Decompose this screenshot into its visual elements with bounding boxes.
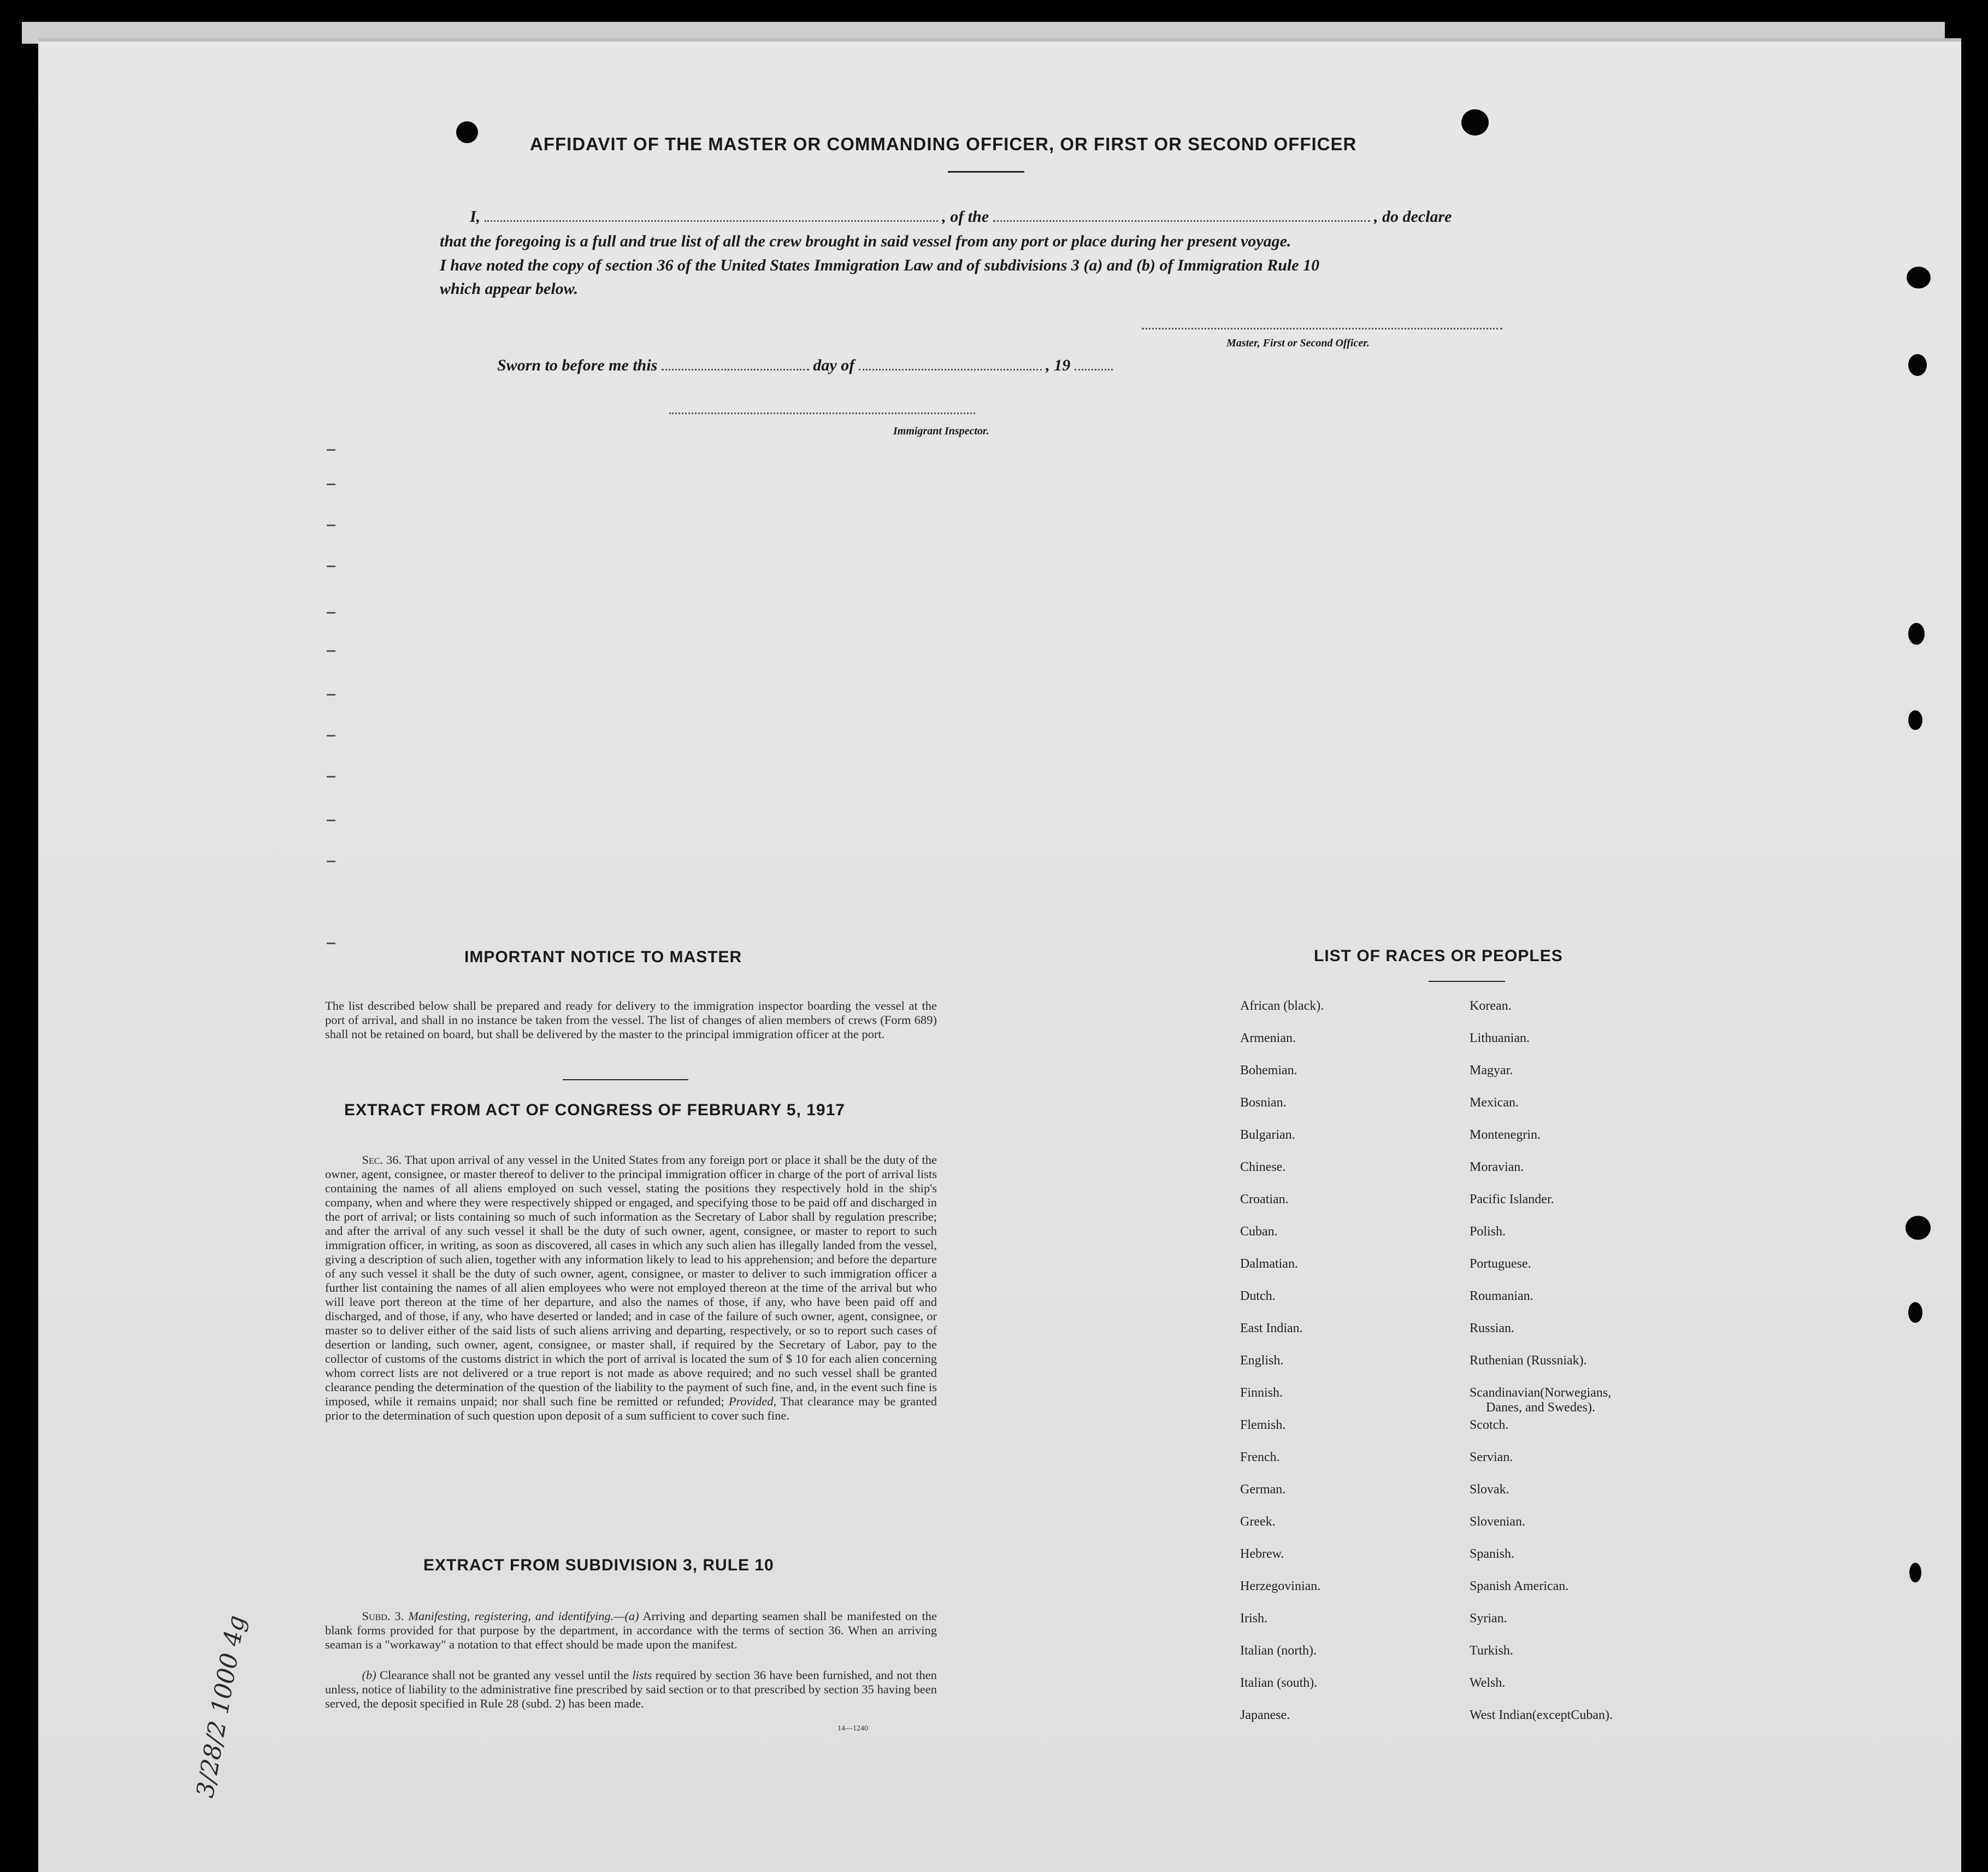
race-item: Flemish. xyxy=(1240,1418,1286,1432)
punch-hole xyxy=(1908,710,1922,730)
race-item: Scotch. xyxy=(1470,1418,1509,1432)
race-item: Bulgarian. xyxy=(1240,1128,1295,1142)
margin-dash xyxy=(327,449,335,451)
sec-label: Sec. 36. xyxy=(362,1153,402,1167)
extract-act-text xyxy=(325,1153,937,1423)
punch-hole xyxy=(1908,1302,1922,1323)
race-item: Polish. xyxy=(1470,1225,1506,1239)
handwritten-note: 3/28/2 1000 4g xyxy=(191,1613,251,1800)
inspector-caption: Immigrant Inspector. xyxy=(893,425,989,437)
sworn-year-prefix: , 19 xyxy=(1046,356,1071,374)
race-item: Spanish American. xyxy=(1470,1579,1569,1593)
para-b-label: (b) xyxy=(362,1668,376,1682)
race-item: Slovak. xyxy=(1470,1482,1509,1497)
declaration-line-4: which appear below. xyxy=(440,280,579,298)
para-a-text: Arriving and departing seamen shall be manifested on the blank forms provided for that purpose by the department, in accordance with the terms of section 36. When an arriving seaman is a "workaway" a notation to that effect should be made upon the manifest. xyxy=(325,1609,937,1651)
declaration-of-the: , of the xyxy=(942,208,989,226)
margin-dash xyxy=(327,694,335,696)
race-item: Roumanian. xyxy=(1470,1289,1533,1303)
sworn-year-field[interactable] xyxy=(1075,369,1113,370)
declaration-line-2: that the foregoing is a full and true list of all the crew brought in said vessel from any port or place during her present voyage. xyxy=(440,232,1291,250)
race-item: Portuguese. xyxy=(1470,1257,1531,1271)
races-underline xyxy=(1429,981,1505,982)
margin-dash xyxy=(327,776,335,778)
race-item: Italian (north). xyxy=(1240,1644,1317,1658)
affidavit-title: AFFIDAVIT OF THE MASTER OR COMMANDING OFFICER, OR FIRST OR SECOND OFFICER xyxy=(530,134,1357,154)
race-item: Pacific Islander. xyxy=(1470,1192,1554,1206)
provided-text: That clearance may be granted prior to the determination of such question upon deposit of a sum sufficient to cover such fine. xyxy=(325,1394,937,1422)
notice-title: IMPORTANT NOTICE TO MASTER xyxy=(464,948,742,966)
name-field[interactable] xyxy=(485,220,938,222)
race-item: Bohemian. xyxy=(1240,1063,1297,1078)
extract-act-title: EXTRACT FROM ACT OF CONGRESS OF FEBRUARY 5, 1917 xyxy=(344,1101,845,1119)
punch-hole xyxy=(1909,1563,1921,1582)
signature-field[interactable] xyxy=(1142,328,1502,329)
sworn-day-field[interactable] xyxy=(662,369,809,370)
form-number: 14—1240 xyxy=(837,1724,868,1733)
race-item: Scandinavian(Norwegians, xyxy=(1470,1386,1612,1400)
race-item: Spanish. xyxy=(1470,1547,1515,1561)
race-item: Italian (south). xyxy=(1240,1676,1318,1690)
extract-rule-title: EXTRACT FROM SUBDIVISION 3, RULE 10 xyxy=(423,1556,774,1574)
sec-body: That upon arrival of any vessel in the United States from any foreign port or place it shall be the duty of the owner, agent, consignee, or master thereof to deliver to the principal immigration officer in charge of the port of arrival lists containing the names of all aliens employed on such vessel, stating the positions they respectively hold in the ship's company, when and where they were respectively shipped or engaged, and specifying those to be paid off and discharged in the port of arrival; or lists containing so much of such information as the Secretary of Labor shall by regulation prescribe; and after the arrival of any such vessel it shall be the duty of such owner, agent, consignee, or master to report to such immigration officer, in writing, as soon as discovered, all cases in which any such alien has illegally landed from the vessel, giving a description of such alien, together with any information likely to lead to his apprehension; and before the departure of any such vessel it shall be the duty of such owner, agent, consignee, or master to deliver to such immigration officer a further list containing the names of all alien employees who were not employed thereon at the time of the arrival but who will leave port thereon at the time of her departure, and also the names of those, if any, who have been paid off and discharged, and of those, if any, who have deserted or landed; and in case of the failure of such owner, agent, consignee, or master so to deliver either of the said lists of such aliens arriving and departing, respectively, or so to report such cases of desertion or landing, such owner, agent, consignee, or master shall, if required by the Secretary of Labor, pay to the collector of customs of the customs district in which the port of arrival is located the sum of $ 10 for each alien concerning whom correct lists are not delivered or a true report is not made as above required; and no such vessel shall be granted clearance pending the determination of the question of the liability to the payment of such fine, and, in the event such fine is imposed, while it remains unpaid; nor shall such fine be remitted or refunded; xyxy=(325,1153,937,1408)
race-item: Greek. xyxy=(1240,1515,1276,1529)
race-item: Cuban. xyxy=(1240,1225,1278,1239)
race-item: Herzegovinian. xyxy=(1240,1579,1321,1593)
subd-label: Subd. 3. xyxy=(362,1609,404,1623)
subd-heading: Manifesting, registering, and identifying.—(a) xyxy=(408,1609,639,1623)
race-item: Magyar. xyxy=(1470,1063,1513,1078)
margin-dash xyxy=(327,820,335,821)
race-item: African (black). xyxy=(1240,999,1324,1013)
race-item: Servian. xyxy=(1470,1450,1513,1464)
race-item: Croatian. xyxy=(1240,1192,1289,1206)
race-item: Montenegrin. xyxy=(1470,1128,1541,1142)
declaration-line-1 xyxy=(470,208,1508,226)
margin-dash xyxy=(327,612,335,614)
race-item: English. xyxy=(1240,1353,1284,1368)
race-item: Russian. xyxy=(1470,1321,1515,1335)
section-divider xyxy=(563,1079,688,1080)
signature-caption: Master, First or Second Officer. xyxy=(1226,337,1370,349)
extract-rule-para-a xyxy=(325,1609,937,1652)
margin-dash xyxy=(327,525,335,526)
margin-dash xyxy=(327,650,335,652)
race-item: Finnish. xyxy=(1240,1386,1283,1400)
race-item: Ruthenian (Russniak). xyxy=(1470,1353,1587,1368)
margin-dash xyxy=(327,943,335,944)
para-b-lists: lists xyxy=(632,1668,652,1682)
race-item: Chinese. xyxy=(1240,1160,1286,1174)
para-b-text-1: Clearance shall not be granted any vessel until the xyxy=(379,1668,629,1682)
margin-dash xyxy=(327,735,335,737)
race-item: Bosnian. xyxy=(1240,1096,1287,1110)
sworn-prefix: Sworn to before me this xyxy=(497,356,658,374)
race-item: Syrian. xyxy=(1470,1611,1507,1626)
punch-hole xyxy=(1461,109,1489,136)
punch-hole xyxy=(1906,1216,1931,1240)
race-item: Armenian. xyxy=(1240,1031,1296,1045)
extract-rule-para-b xyxy=(325,1668,937,1711)
notice-text: The list described below shall be prepared and ready for delivery to the immigration inspector boarding the vessel at the port of arrival, and shall in no instance be taken from the vessel. The list of changes of alien members of crews (Form 689) shall not be retained on board, but shall be delivered by the master to the principal immigration officer at the port. xyxy=(325,999,937,1041)
declaration-i: I, xyxy=(470,208,481,226)
punch-hole xyxy=(1907,267,1931,289)
declaration-do-declare: , do declare xyxy=(1374,208,1452,226)
race-item: Hebrew. xyxy=(1240,1547,1284,1561)
race-item: Lithuanian. xyxy=(1470,1031,1530,1045)
title-underline xyxy=(948,171,1024,173)
para-b-text-2: required by section 36 have been furnished, and not then unless, notice of liability to the administrative fine prescribed by said section or to that prescribed by section 35 having been served, the deposit specified in Rule 28 (subd. 2) has been made. xyxy=(325,1668,937,1710)
provided-label: Provided, xyxy=(728,1394,777,1408)
race-item: Moravian. xyxy=(1470,1160,1524,1174)
declaration-line-3: I have noted the copy of section 36 of the United States Immigration Law and of subdivisions 3 (a) and (b) of Immigration Rule 10 xyxy=(440,256,1320,274)
race-item: Dutch. xyxy=(1240,1289,1276,1303)
vessel-field[interactable] xyxy=(993,220,1370,222)
race-item-continuation: Danes, and Swedes). xyxy=(1486,1400,1595,1415)
race-item: Japanese. xyxy=(1240,1708,1290,1722)
race-item: East Indian. xyxy=(1240,1321,1303,1335)
race-item: Dalmatian. xyxy=(1240,1257,1298,1271)
punch-hole xyxy=(456,121,478,143)
race-item: Turkish. xyxy=(1470,1644,1513,1658)
race-item: Korean. xyxy=(1470,999,1512,1013)
punch-hole xyxy=(1908,623,1925,645)
race-item: Welsh. xyxy=(1470,1676,1506,1690)
race-item: Irish. xyxy=(1240,1611,1267,1626)
sworn-line xyxy=(497,356,1207,375)
race-item: Mexican. xyxy=(1470,1096,1519,1110)
margin-dash xyxy=(327,861,335,862)
sworn-month-field[interactable] xyxy=(859,369,1042,370)
punch-hole xyxy=(1908,354,1927,376)
margin-dash xyxy=(327,484,335,485)
race-item: West Indian(exceptCuban). xyxy=(1470,1708,1613,1722)
margin-dash xyxy=(327,566,335,567)
races-title: LIST OF RACES OR PEOPLES xyxy=(1314,947,1563,965)
race-item: French. xyxy=(1240,1450,1280,1464)
race-item: Slovenian. xyxy=(1470,1515,1525,1529)
sworn-day-of: day of xyxy=(813,356,855,374)
race-item: German. xyxy=(1240,1482,1286,1497)
inspector-signature-field[interactable] xyxy=(669,413,975,414)
